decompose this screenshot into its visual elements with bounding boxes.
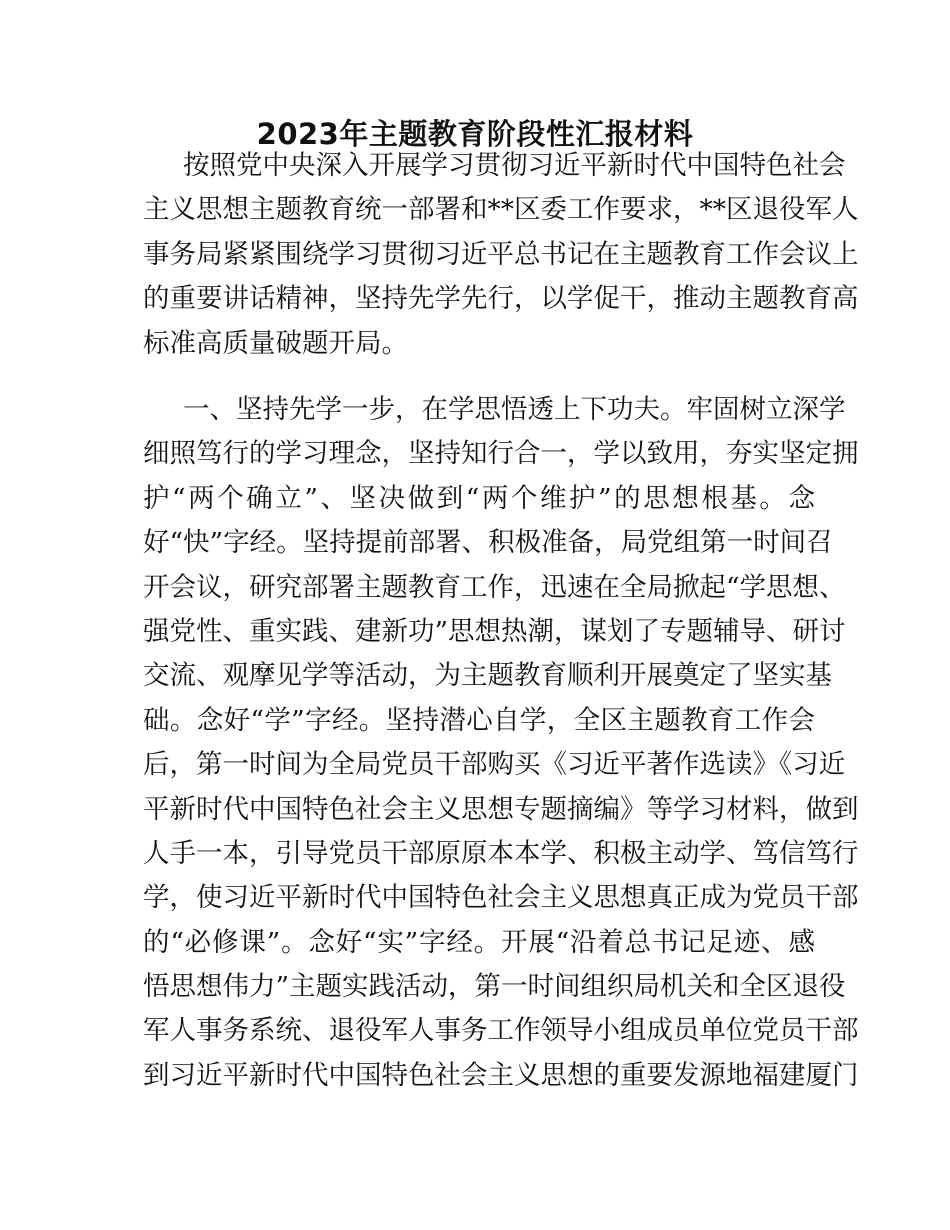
text-line: 学，使习近平新时代中国特色社会主义思想真正成为党员干部 — [143, 882, 859, 914]
text-line: 军人事务系统、退役军人事务工作领导小组成员单位党员干部 — [143, 1015, 859, 1047]
text-line: 到习近平新时代中国特色社会主义思想的重要发源地福建厦门 — [143, 1059, 859, 1091]
text-line: 础。念好“学”字经。坚持潜心自学，全区主题教育工作会 — [143, 704, 815, 736]
text-line: 开会议，研究部署主题教育工作，迅速在全局掀起“学思想、 — [143, 571, 846, 603]
text-line: 细照笃行的学习理念，坚持知行合一，学以致用，夯实坚定拥 — [143, 438, 859, 470]
text-line: 人手一本，引导党员干部原原本本学、积极主动学、笃信笃行 — [143, 837, 859, 869]
text-line: 主义思想主题教育统一部署和**区委工作要求，**区退役军人 — [143, 194, 859, 226]
text-line: 平新时代中国特色社会主义思想专题摘编》等学习材料，做到 — [143, 793, 859, 825]
text-line: 按照党中央深入开展学习贯彻习近平新时代中国特色社会 — [183, 150, 846, 181]
paragraph-section-one — [143, 388, 859, 1098]
text-line: 一、坚持先学一步，在学思悟透上下功夫。牢固树立深学 — [183, 394, 846, 425]
document-title: 2023年主题教育阶段性汇报材料 — [256, 117, 694, 151]
text-line: 交流、观摩见学等活动，为主题教育顺利开展奠定了坚实基 — [143, 660, 832, 692]
text-line: 事务局紧紧围绕学习贯彻习近平总书记在主题教育工作会议上 — [143, 238, 859, 270]
text-line: 的重要讲话精神，坚持先学先行，以学促干，推动主题教育高 — [143, 283, 859, 315]
text-line: 后，第一时间为全局党员干部购买《习近平著作选读》《习近 — [143, 749, 846, 781]
text-line: 好“快”字经。坚持提前部署、积极准备，局党组第一时间召 — [143, 527, 833, 559]
text-line: 的“必修课”。念好“实”字经。开展“沿着总书记足迹、感 — [143, 926, 815, 958]
text-line: 护“两个确立”、坚决做到“两个维护”的思想根基。念 — [143, 482, 815, 514]
text-line: 强党性、重实践、建新功”思想热潮，谋划了专题辅导、研讨 — [143, 615, 846, 647]
text-line: 悟思想伟力”主题实践活动，第一时间组织局机关和全区退役 — [143, 971, 846, 1003]
paragraph-intro — [143, 144, 859, 366]
text-line: 标准高质量破题开局。 — [143, 327, 408, 359]
